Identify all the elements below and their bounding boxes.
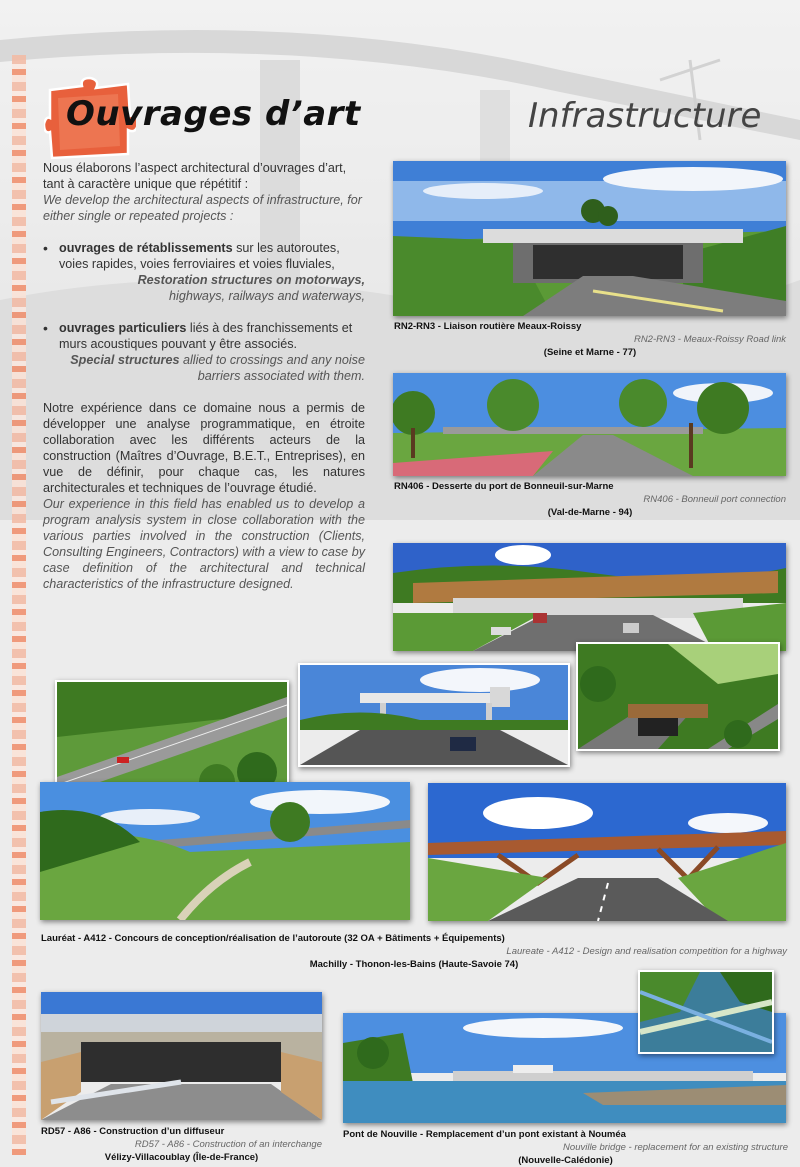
bullet-bold: ouvrages de rétablissements [59,241,233,255]
caption-title: Pont de Nouville - Remplacement d’un pont existant à Nouméa [343,1129,626,1140]
bullet-dot-icon: • [43,320,48,336]
caption-place: Machilly - Thonon-les-Bains (Haute-Savoie 74) [309,959,519,970]
bullet-en-text: highways, railways and waterways, [169,289,365,303]
intro-text [43,160,365,592]
photo-a412-landscape [40,782,410,920]
intro-line-en: We develop the architectural aspects of infrastructure, for either single or repeated projects : [43,193,362,223]
experience-paragraph-en: Our experience in this field has enabled us to develop a program analysis system in close collaboration with the various parties involved in the construction (Clients, Consulting Engineers, Contractors) with a view to case by case definition of the architectural and technical characteristics of the infrastructure designed. [43,497,365,591]
photo-rn2-rn3 [393,161,786,316]
caption-en: RN2-RN3 - Meaux-Roissy Road link [633,334,786,345]
caption-rn406 [394,480,786,519]
caption-title: RD57 - A86 - Construction d’un diffuseur [41,1126,225,1137]
page-subtitle: Infrastructure [528,96,762,136]
caption-place: (Nouvelle-Calédonie) [518,1155,613,1166]
page-title: Ouvrages d’art [66,94,361,134]
photo-highway-overpass [393,543,786,651]
photo-nouville-aerial [638,970,774,1054]
bullet-text: liés à des franchissements et murs acoustiques pouvant y être associés. [59,321,353,351]
bullet-en-bold: Special structures [70,353,180,367]
experience-paragraph-fr: Notre expérience dans ce domaine nous a permis de développer une analyse programmatique, en étroite collaboration avec les différents acteurs de la construction (Maîtres d’Ouvrage, B.E.T., Entreprises), en vue de définir, pour chaque cas, les natures architecturales et techniques de l’ouvrage étudié. [43,401,365,495]
caption-rn2-rn3 [394,320,786,359]
bullet-text: sur les autoroutes, voies rapides, voies ferroviaires et voies fluviales, [59,241,340,271]
caption-nouville [343,1128,788,1167]
intro-line-fr: Nous élaborons l’aspect architectural d’ouvrages d’art, tant à caractère unique que répétitif : [43,161,347,191]
bullet-dot-icon: • [43,240,48,256]
caption-en: Nouville bridge - replacement for an existing structure [563,1142,788,1153]
bullet-en-bold: Restoration structures on motorways, [137,273,365,287]
caption-rd57 [41,1125,322,1164]
caption-title: RN2-RN3 - Liaison routière Meaux-Roissy [394,321,582,332]
caption-a412 [41,932,787,971]
bullet-item [43,240,365,304]
decorative-side-strip [12,55,26,1155]
bullet-bold: ouvrages particuliers [59,321,187,335]
photo-a412-overpass [428,783,786,921]
caption-en: RD57 - A86 - Construction of an interchange [134,1139,322,1150]
photo-footbridge [298,663,570,767]
caption-place: Vélizy-Villacoublay (Île-de-France) [104,1152,259,1163]
caption-title: Lauréat - A412 - Concours de conception/réalisation de l’autoroute (32 OA + Bâtiments + Équipements) [41,933,505,944]
photo-green-tunnel [576,642,780,751]
caption-place: (Seine et Marne - 77) [543,347,637,358]
caption-en: RN406 - Bonneuil port connection [643,494,786,505]
photo-rd57-underpass [41,992,322,1120]
caption-place: (Val-de-Marne - 94) [547,507,633,518]
bullet-en-text: allied to crossings and any noise barriers associated with them. [179,353,365,383]
caption-en: Laureate - A412 - Design and realisation competition for a highway [506,946,787,957]
bullet-item [43,320,365,384]
caption-title: RN406 - Desserte du port de Bonneuil-sur-Marne [394,481,614,492]
photo-rn406 [393,373,786,476]
